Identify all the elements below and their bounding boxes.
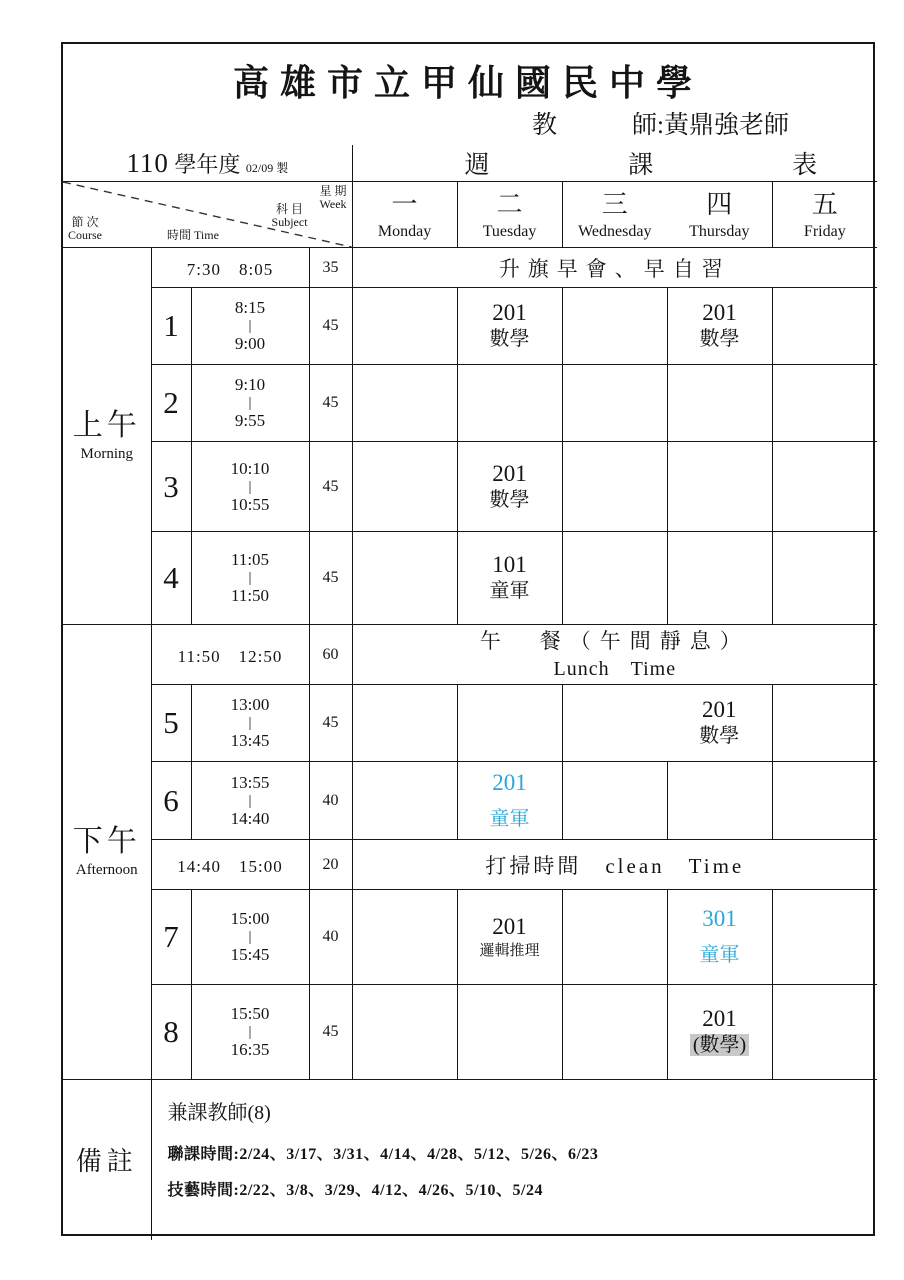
cell-friday: [772, 532, 877, 625]
school-year-number: 110: [126, 147, 169, 178]
cell-thursday: [667, 890, 772, 985]
period-number: 4: [151, 532, 191, 625]
cell-wednesday: [562, 365, 667, 442]
period-row-5: [63, 685, 877, 762]
cell-friday: [772, 890, 877, 985]
day-header-row: [63, 182, 877, 248]
period-row-4: [63, 532, 877, 625]
cell-tuesday: [457, 890, 562, 985]
period-number: 7: [151, 890, 191, 985]
title-block: [63, 44, 873, 145]
day-header-friday: 五 Friday: [772, 182, 877, 248]
cell-monday: [352, 288, 457, 365]
period-minutes: 45: [309, 685, 352, 762]
period-number: 5: [151, 685, 191, 762]
period-row-7: [63, 890, 877, 985]
table-row: [63, 145, 877, 182]
period-minutes: 45: [309, 288, 352, 365]
cleaning-row: [63, 840, 877, 890]
corner-cell: [63, 182, 352, 248]
day-header-monday: 一 Monday: [352, 182, 457, 248]
highlighted-subject: (數學): [690, 1034, 749, 1056]
cleaning-time: 14:40 15:00: [151, 840, 309, 890]
cell-tuesday: [457, 985, 562, 1080]
cell-monday: [352, 365, 457, 442]
cell-wed-thu: [562, 685, 772, 762]
lunch-time: 11:50 12:50: [151, 625, 309, 685]
period-time: 15:50 | 16:35: [191, 985, 309, 1080]
cell-monday: [352, 985, 457, 1080]
cell-monday: [352, 685, 457, 762]
notes-label: 備註: [63, 1080, 151, 1240]
cell-wednesday: [562, 890, 667, 985]
table-title: 週課表: [352, 145, 877, 182]
period-row-1: [63, 288, 877, 365]
cleaning-text: 打掃時間 clean Time: [352, 840, 877, 890]
period-number: 1: [151, 288, 191, 365]
corner-course-label: 節 次 Course: [68, 215, 102, 242]
timetable-sheet: [61, 42, 875, 1236]
schedule-entry: 201 數學: [489, 300, 530, 350]
teacher-name: 教 師:黃鼎強老師: [532, 112, 789, 139]
cell-tuesday: [457, 365, 562, 442]
afternoon-section-label: 下午 Afternoon: [63, 625, 151, 1080]
period-row-2: [63, 365, 877, 442]
cell-monday: [352, 532, 457, 625]
cell-monday: [352, 890, 457, 985]
cell-thursday: [667, 985, 772, 1080]
cell-monday: [352, 442, 457, 532]
cell-wednesday: [562, 762, 667, 840]
cell-wednesday: [562, 288, 667, 365]
school-title: 高雄市立甲仙國民中學: [232, 63, 703, 103]
cell-tuesday: [457, 532, 562, 625]
corner-week-label: 星 期 Week: [319, 184, 347, 211]
school-year-cell: [63, 145, 352, 182]
day-header-tuesday: 二 Tuesday: [457, 182, 562, 248]
notes-line-1: 兼課教師(8): [167, 1102, 271, 1124]
period-minutes: 40: [309, 762, 352, 840]
cell-friday: [772, 288, 877, 365]
period-minutes: 45: [309, 442, 352, 532]
assembly-row: [63, 248, 877, 288]
cell-wednesday: [562, 985, 667, 1080]
cell-thursday: [667, 532, 772, 625]
cell-thursday: [667, 365, 772, 442]
period-time: 8:15 | 9:00: [191, 288, 309, 365]
period-number: 8: [151, 985, 191, 1080]
period-time: 9:10 | 9:55: [191, 365, 309, 442]
cell-tuesday: [457, 288, 562, 365]
schedule-entry: 101 童軍: [489, 552, 530, 602]
period-row-8: [63, 985, 877, 1080]
day-header-thursday: 四 Thursday: [689, 190, 750, 240]
schedule-entry: 201 數學: [699, 300, 740, 350]
schedule-entry: 201 (數學): [668, 1005, 772, 1059]
period-minutes: 45: [309, 365, 352, 442]
morning-section-label: 上午 Morning: [63, 248, 151, 625]
assembly-minutes: 35: [309, 248, 352, 288]
notes-row: [63, 1080, 877, 1240]
schedule-entry: 201 邏輯推理: [479, 913, 540, 959]
cell-friday: [772, 365, 877, 442]
cell-tuesday: [457, 685, 562, 762]
schedule-entry: 201 童軍: [489, 769, 530, 830]
period-row-3: [63, 442, 877, 532]
cell-friday: [772, 685, 877, 762]
notes-line-2: 聯課時間:2/24、3/17、3/31、4/14、4/28、5/12、5/26、6/23: [167, 1146, 599, 1163]
period-time: 15:00 | 15:45: [191, 890, 309, 985]
cell-friday: [772, 762, 877, 840]
cell-tuesday: [457, 442, 562, 532]
period-number: 6: [151, 762, 191, 840]
period-minutes: 40: [309, 890, 352, 985]
cell-thursday: [667, 288, 772, 365]
cell-thursday: [667, 762, 772, 840]
made-date: 02/09 製: [245, 160, 289, 175]
schedule-entry: 201 數學: [489, 460, 530, 511]
schedule-entry: 201 數學: [699, 697, 740, 747]
day-header-wednesday: 三 Wednesday: [578, 190, 652, 240]
corner-subject-label: 科 目 Subject: [271, 202, 308, 229]
cell-wednesday: [562, 532, 667, 625]
cell-friday: [772, 985, 877, 1080]
period-time: 11:05 | 11:50: [191, 532, 309, 625]
period-minutes: 45: [309, 985, 352, 1080]
timetable: [63, 145, 877, 1240]
cell-thursday: [667, 442, 772, 532]
day-header-wed-thu: [562, 182, 772, 248]
period-time: 13:00 | 13:45: [191, 685, 309, 762]
assembly-time: 7:30 8:05: [151, 248, 309, 288]
period-row-6: [63, 762, 877, 840]
corner-time-label: 時間 Time: [167, 228, 219, 242]
cell-wednesday: [562, 442, 667, 532]
notes-line-3: 技藝時間:2/22、3/8、3/29、4/12、4/26、5/10、5/24: [167, 1182, 543, 1199]
cell-monday: [352, 762, 457, 840]
period-time: 10:10 | 10:55: [191, 442, 309, 532]
period-minutes: 45: [309, 532, 352, 625]
lunch-text: 午 餐（午間靜息） Lunch Time: [352, 625, 877, 685]
period-number: 2: [151, 365, 191, 442]
cleaning-minutes: 20: [309, 840, 352, 890]
lunch-row: [63, 625, 877, 685]
notes-content: [151, 1080, 877, 1240]
cell-tuesday: [457, 762, 562, 840]
cell-friday: [772, 442, 877, 532]
period-time: 13:55 | 14:40: [191, 762, 309, 840]
schedule-entry: 301 童軍: [699, 906, 740, 966]
lunch-minutes: 60: [309, 625, 352, 685]
school-year-suffix: 學年度: [174, 151, 241, 177]
assembly-text: 升旗早會、早自習: [352, 248, 877, 288]
period-number: 3: [151, 442, 191, 532]
